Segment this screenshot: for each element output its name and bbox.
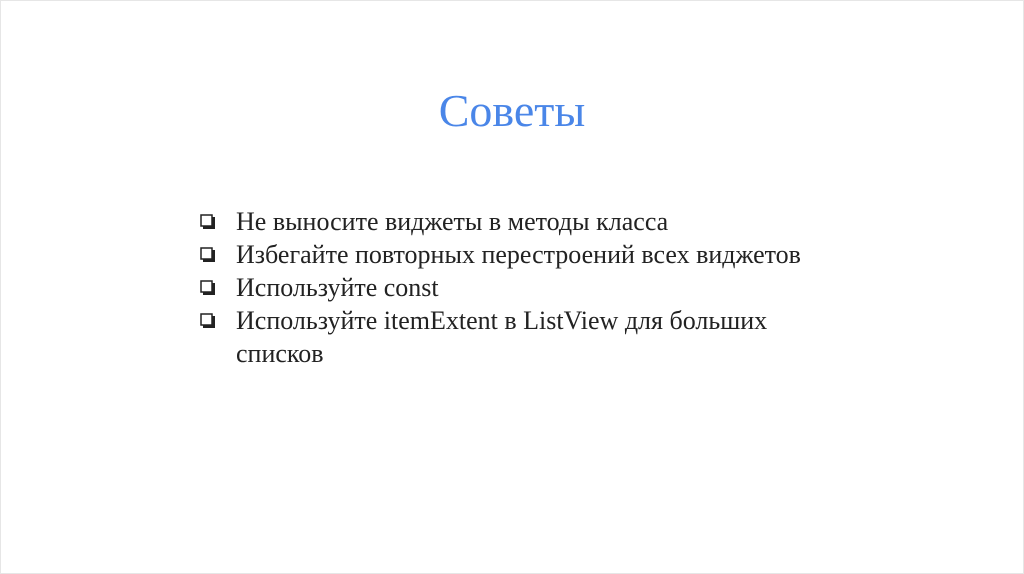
bullet-list xyxy=(198,205,838,370)
bullet-item-3 xyxy=(198,271,838,304)
bullet-text: Избегайте повторных перестроений всех виджетов xyxy=(236,240,801,269)
checkbox-bullet-icon xyxy=(200,313,216,329)
checkbox-bullet-icon xyxy=(200,280,216,296)
checkbox-bullet-icon xyxy=(200,247,216,263)
slide-title: Советы xyxy=(438,85,586,136)
bullet-item-1 xyxy=(198,205,838,238)
bullet-item-2 xyxy=(198,238,838,271)
bullet-item-4 xyxy=(198,304,838,370)
bullet-text: Используйте const xyxy=(236,273,439,302)
bullet-text: Используйте itemExtent в ListView для больших списков xyxy=(236,306,768,368)
checkbox-bullet-icon xyxy=(200,214,216,230)
bullet-text: Не выносите виджеты в методы класса xyxy=(236,207,669,236)
